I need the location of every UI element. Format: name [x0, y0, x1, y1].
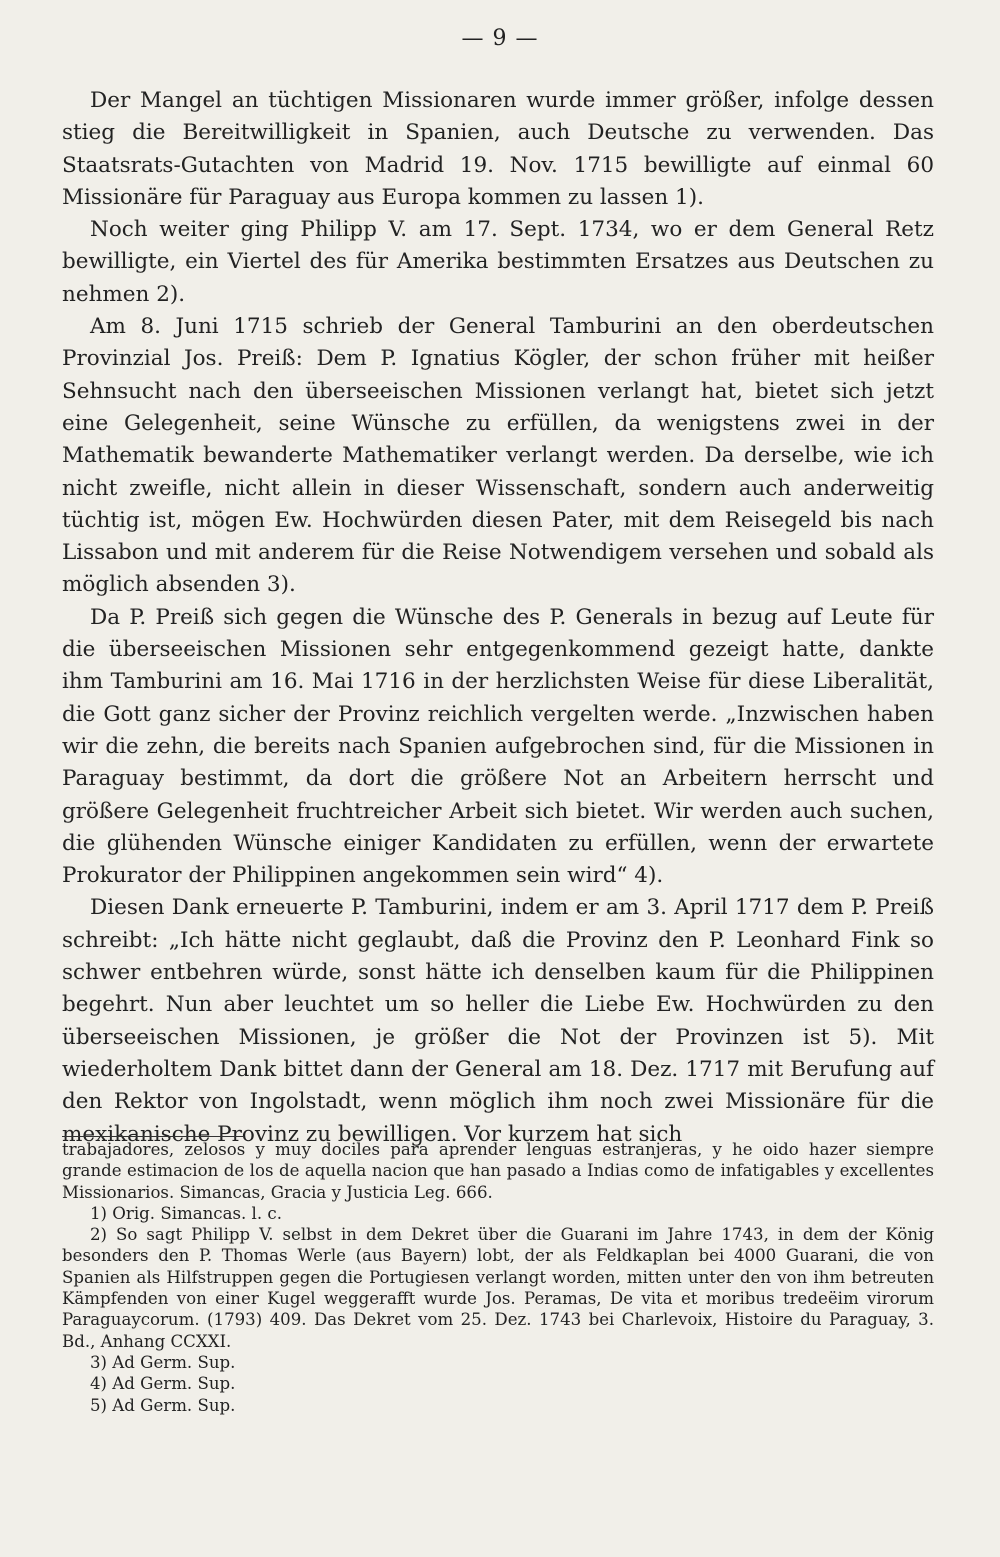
- paragraph: Noch weiter ging Philipp V. am 17. Sept. 1734, wo er dem General Retz bewilligte, ein Viertel des für Amerika bestimmten Ersatzes aus Deutschen zu nehmen 2).: [62, 217, 934, 307]
- footnote: 3) Ad Germ. Sup.: [90, 1352, 236, 1372]
- footnote: 5) Ad Germ. Sup.: [90, 1395, 236, 1415]
- paragraph: Da P. Preiß sich gegen die Wünsche des P. Generals in bezug auf Leute für die überseeischen Missionen sehr entgegenkommend gezeigt hatte, dankte ihm Tamburini am 16. Mai 1716 in der herzlichsten Weise für diese Liberalität, die Gott ganz sicher der Provinz reichlich vergelten werde. „Inzwischen haben wir die zehn, die bereits nach Spanien aufgebrochen sind, für die Missionen in Paraguay bestimmt, da dort die größere Not an Arbeitern herrscht und größere Gelegenheit fruchtreicher Arbeit sich bietet. Wir werden auch suchen, die glühenden Wünsche einiger Kandidaten zu erfüllen, wenn der erwartete Prokurator der Philippinen angekommen sein wird“ 4).: [62, 604, 934, 889]
- footnote-divider: [62, 1136, 244, 1137]
- footnote: 1) Orig. Simancas. l. c.: [90, 1203, 282, 1223]
- footnote: 4) Ad Germ. Sup.: [90, 1374, 236, 1394]
- main-text: [62, 85, 934, 1151]
- paragraph: Der Mangel an tüchtigen Missionaren wurde immer größer, infolge dessen stieg die Bereitwilligkeit in Spanien, auch Deutsche zu verwenden. Das Staatsrats-Gutachten von Madrid 19. Nov. 1715 bewilligte auf einmal 60 Missionäre für Paraguay aus Europa kommen zu lassen 1).: [62, 88, 934, 210]
- footnote: 2) So sagt Philipp V. selbst in dem Dekret über die Guarani im Jahre 1743, in dem der König besonders den P. Thomas Werle (aus Bayern) lobt, der als Feldkaplan bei 4000 Guarani, die von Spanien als Hilfstruppen gegen die Portugiesen verlangt worden, mitten unter den von ihm betreuten Kämpfenden von einer Kugel weggerafft wurde Jos. Peramas, De vita et moribus tredeëim virorum Paraguaycorum. (1793) 409. Das Dekret vom 25. Dez. 1743 bei Charlevoix, Histoire du Paraguay, 3. Bd., Anhang CCXXI.: [62, 1225, 934, 1351]
- footnote-continuation: trabajadores, zelosos y muy dociles para aprender lenguas estranjeras, y he oido hazer siempre grande estimacion de los de aquella nacion que han pasado a Indias como de infatigables y excellentes Missionarios. Simancas, Gracia y Justicia Leg. 666.: [62, 1140, 934, 1202]
- footnotes: [62, 1139, 934, 1416]
- paragraph: Am 8. Juni 1715 schrieb der General Tamburini an den oberdeutschen Provinzial Jos. Preiß: Dem P. Ignatius Kögler, der schon früher mit heißer Sehnsucht nach den überseeischen Missionen verlangt hat, bietet sich jetzt eine Gelegenheit, seine Wünsche zu erfüllen, da wenigstens zwei in der Mathematik bewanderte Mathematiker verlangt werden. Da derselbe, wie ich nicht zweifle, nicht allein in dieser Wissenschaft, sondern auch anderweitig tüchtig ist, mögen Ew. Hochwürden diesen Pater, mit dem Reisegeld bis nach Lissabon und mit anderem für die Reise Notwendigem versehen und sobald als möglich absenden 3).: [62, 314, 934, 598]
- page-number: — 9 —: [461, 26, 539, 51]
- paragraph: Diesen Dank erneuerte P. Tamburini, indem er am 3. April 1717 dem P. Preiß schreibt: „Ich hätte nicht geglaubt, daß die Provinz den P. Leonhard Fink so schwer entbehren würde, sonst hätte ich denselben kaum für die Philippinen begehrt. Nun aber leuchtet um so heller die Liebe Ew. Hochwürden zu den überseeischen Missionen, je größer die Not der Provinzen ist 5). Mit wiederholtem Dank bittet dann der General am 18. Dez. 1717 mit Berufung auf den Rektor von Ingolstadt, wenn möglich ihm noch zwei Missionäre für die mexikanische Provinz zu bewilligen. Vor kurzem hat sich: [62, 895, 934, 1147]
